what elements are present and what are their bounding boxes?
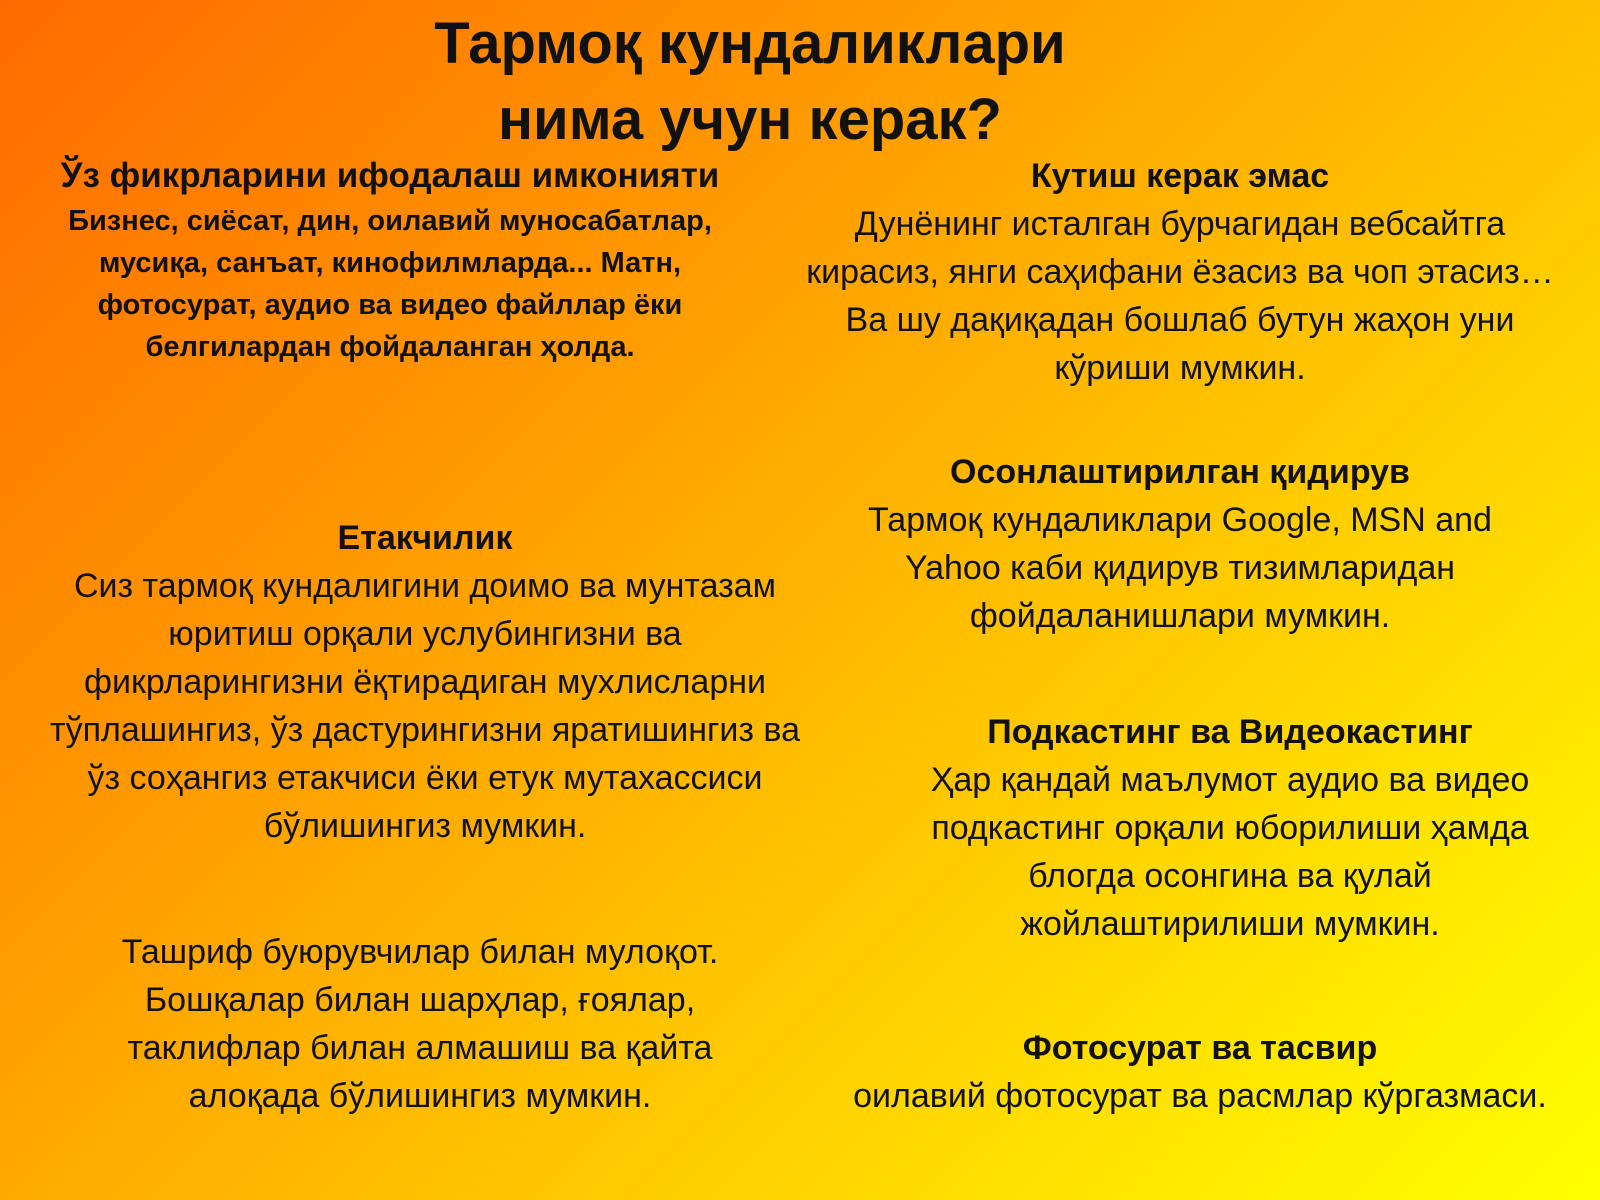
page-title-line1: Тармоқ кундаликлари bbox=[434, 11, 1066, 76]
search-heading: Осонлаштирилган қидирув bbox=[950, 453, 1410, 491]
leadership-section bbox=[40, 514, 810, 850]
leadership-heading: Етакчилик bbox=[337, 519, 513, 557]
leadership-body: Сиз тармоқ кундалигини доимо ва мунтазам юритиш орқали услубингизни ва фикрларингизни ёқтирадиган мухлисларни тўплашингиз, ўз дастурингизни яратишингиз ва ўз соҳангиз етакчиси ёки етук мутахассиси бўлишингиз мумкин. bbox=[50, 567, 800, 845]
expression-heading: Ўз фикрларини ифодалаш имконияти bbox=[60, 156, 720, 195]
photo-heading: Фотосурат ва тасвир bbox=[1022, 1029, 1378, 1067]
visitors-section bbox=[60, 928, 780, 1120]
podcasting-heading: Подкастинг ва Видеокастинг bbox=[987, 713, 1473, 751]
expression-section bbox=[60, 152, 720, 368]
search-body: Тармоқ кундаликлари Google, MSN and Yahoo каби қидирув тизимларидан фойдаланишлари мумкин. bbox=[868, 501, 1492, 635]
expression-body: Бизнес, сиёсат, дин, оилавий муносабатлар, мусиқа, санъат, кинофилмларда... Матн, фотосурат, аудио ва видео файллар ёки белгилардан фойдаланган ҳолда. bbox=[68, 205, 712, 363]
visitors-body: Ташриф буюрувчилар билан мулоқот. Бошқалар билан шарҳлар, ғоялар, таклифлар билан алмашиш ва қайта алоқада бўлишингиз мумкин. bbox=[121, 933, 719, 1115]
photo-section bbox=[850, 1024, 1550, 1120]
page-title-line2: нима учун керак? bbox=[498, 87, 1002, 152]
podcasting-body: Ҳар қандай маълумот аудио ва видео подкастинг орқали юборилиши ҳамда блогда осонгина ва қулай жойлаштирилиши мумкин. bbox=[930, 761, 1530, 943]
no-waiting-section bbox=[790, 152, 1570, 392]
no-waiting-heading: Кутиш керак эмас bbox=[1030, 157, 1330, 195]
page-title bbox=[0, 6, 1500, 158]
podcasting-section bbox=[890, 708, 1570, 948]
search-section bbox=[820, 448, 1540, 640]
photo-body: оилавий фотосурат ва расмлар кўргазмаси. bbox=[853, 1077, 1547, 1115]
no-waiting-body: Дунёнинг исталган бурчагидан вебсайтга кирасиз, янги саҳифани ёзасиз ва чоп этасиз… Ва шу дақиқадан бошлаб бутун жаҳон уни кўриши мумкин. bbox=[806, 205, 1554, 387]
